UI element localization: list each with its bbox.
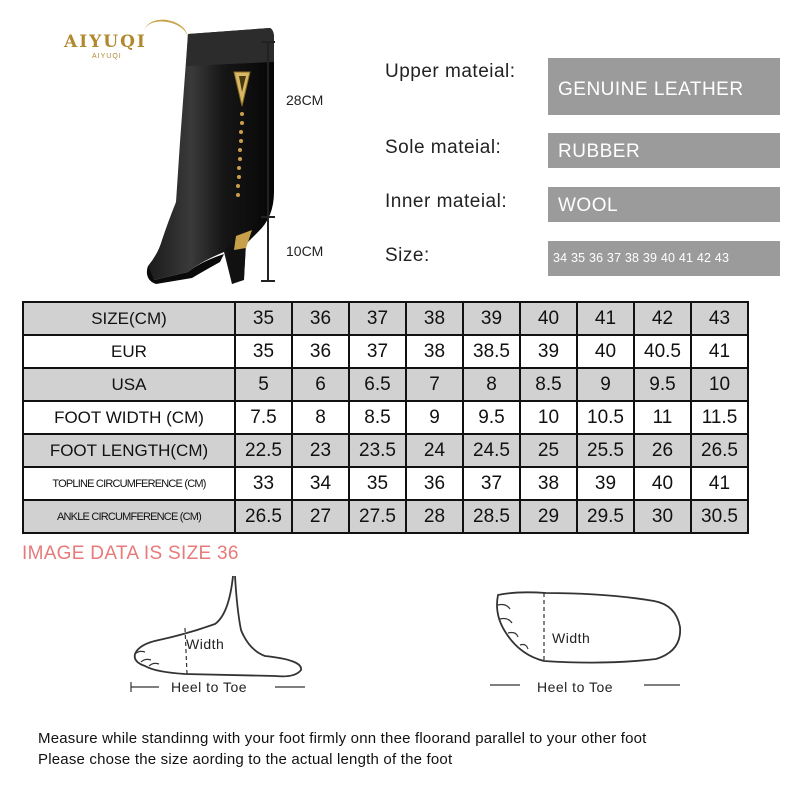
table-cell: 9.5 [634,368,691,401]
table-row [23,335,748,368]
table-cell: 10 [520,401,577,434]
table-cell: 11.5 [691,401,748,434]
heel-dimension-line [267,217,269,280]
table-cell: 41 [691,335,748,368]
inner-material-box [548,187,780,222]
instruction-line-2: Please chose the size aording to the actual length of the foot [38,751,453,768]
instruction-line-1: Measure while standinng with your foot firmly onn thee floorand parallel to your other foot [38,730,647,747]
table-cell: 9 [577,368,634,401]
table-cell: 25.5 [577,434,634,467]
table-cell: 43 [691,302,748,335]
table-row [23,434,748,467]
upper-material-value: GENUINE LEATHER [558,79,744,100]
table-cell: 35 [235,335,292,368]
table-cell: 30 [634,500,691,533]
row-header: EUR [23,335,235,368]
table-cell: 39 [463,302,520,335]
table-cell: 23 [292,434,349,467]
table-cell: 38 [406,335,463,368]
table-row [23,500,748,533]
table-cell: 5 [235,368,292,401]
inner-material-label: Inner mateial: [385,191,508,212]
table-cell: 37 [463,467,520,500]
heel-height-label: 10CM [286,243,324,259]
table-cell: 10.5 [577,401,634,434]
table-cell: 36 [292,302,349,335]
sole-material-label: Sole mateial: [385,137,502,158]
table-row [23,467,748,500]
table-cell: 26.5 [691,434,748,467]
shaft-height-label: 28CM [286,92,324,108]
table-cell: 23.5 [349,434,406,467]
table-cell: 27 [292,500,349,533]
table-cell: 36 [292,335,349,368]
table-cell: 38.5 [463,335,520,368]
sole-material-box [548,133,780,168]
table-cell: 8.5 [349,401,406,434]
table-cell: 40.5 [634,335,691,368]
table-cell: 29.5 [577,500,634,533]
row-header: FOOT WIDTH (CM) [23,401,235,434]
table-row [23,368,748,401]
row-header: SIZE(CM) [23,302,235,335]
top-length-label: Heel to Toe [537,679,614,695]
table-cell: 8.5 [520,368,577,401]
row-header: TOPLINE CIRCUMFERENCE (CM) [23,467,235,500]
table-cell: 24.5 [463,434,520,467]
upper-material-label: Upper mateial: [385,61,516,82]
side-width-label: Width [186,636,225,652]
shaft-dimension-line [267,42,269,216]
table-cell: 8 [463,368,520,401]
inner-material-value: WOOL [558,195,619,216]
brand-subname: AIYUQI [92,53,122,60]
table-cell: 36 [406,467,463,500]
row-header: ANKLE CIRCUMFERENCE (CM) [23,500,235,533]
table-cell: 35 [235,302,292,335]
table-cell: 22.5 [235,434,292,467]
table-cell: 37 [349,335,406,368]
row-header: USA [23,368,235,401]
table-cell: 9 [406,401,463,434]
table-cell: 6.5 [349,368,406,401]
table-cell: 39 [577,467,634,500]
table-cell: 25 [520,434,577,467]
table-cell: 38 [406,302,463,335]
table-cell: 26.5 [235,500,292,533]
table-cell: 33 [235,467,292,500]
side-length-label: Heel to Toe [171,679,248,695]
brand-name: AIYUQI [64,32,147,52]
table-cell: 8 [292,401,349,434]
size-label: Size: [385,245,430,266]
table-cell: 34 [292,467,349,500]
table-cell: 41 [577,302,634,335]
upper-material-box [548,58,780,115]
table-cell: 7 [406,368,463,401]
table-cell: 6 [292,368,349,401]
table-row [23,302,748,335]
dim-cap-bottom [261,280,275,282]
size-range-value: 34 35 36 37 38 39 40 41 42 43 [553,251,730,265]
table-cell: 9.5 [463,401,520,434]
table-cell: 11 [634,401,691,434]
table-cell: 7.5 [235,401,292,434]
table-cell: 38 [520,467,577,500]
table-cell: 24 [406,434,463,467]
table-cell: 26 [634,434,691,467]
table-cell: 39 [520,335,577,368]
table-cell: 29 [520,500,577,533]
table-cell: 35 [349,467,406,500]
table-row [23,401,748,434]
size-chart-table [22,301,749,534]
table-cell: 28 [406,500,463,533]
image-data-note: IMAGE DATA IS SIZE 36 [22,543,239,564]
row-header: FOOT LENGTH(CM) [23,434,235,467]
sole-material-value: RUBBER [558,141,641,162]
table-cell: 27.5 [349,500,406,533]
table-cell: 42 [634,302,691,335]
top-width-label: Width [552,630,591,646]
table-cell: 41 [691,467,748,500]
table-cell: 40 [634,467,691,500]
size-range-box [548,241,780,276]
table-cell: 40 [577,335,634,368]
table-cell: 10 [691,368,748,401]
table-cell: 28.5 [463,500,520,533]
table-cell: 40 [520,302,577,335]
table-cell: 30.5 [691,500,748,533]
table-cell: 37 [349,302,406,335]
